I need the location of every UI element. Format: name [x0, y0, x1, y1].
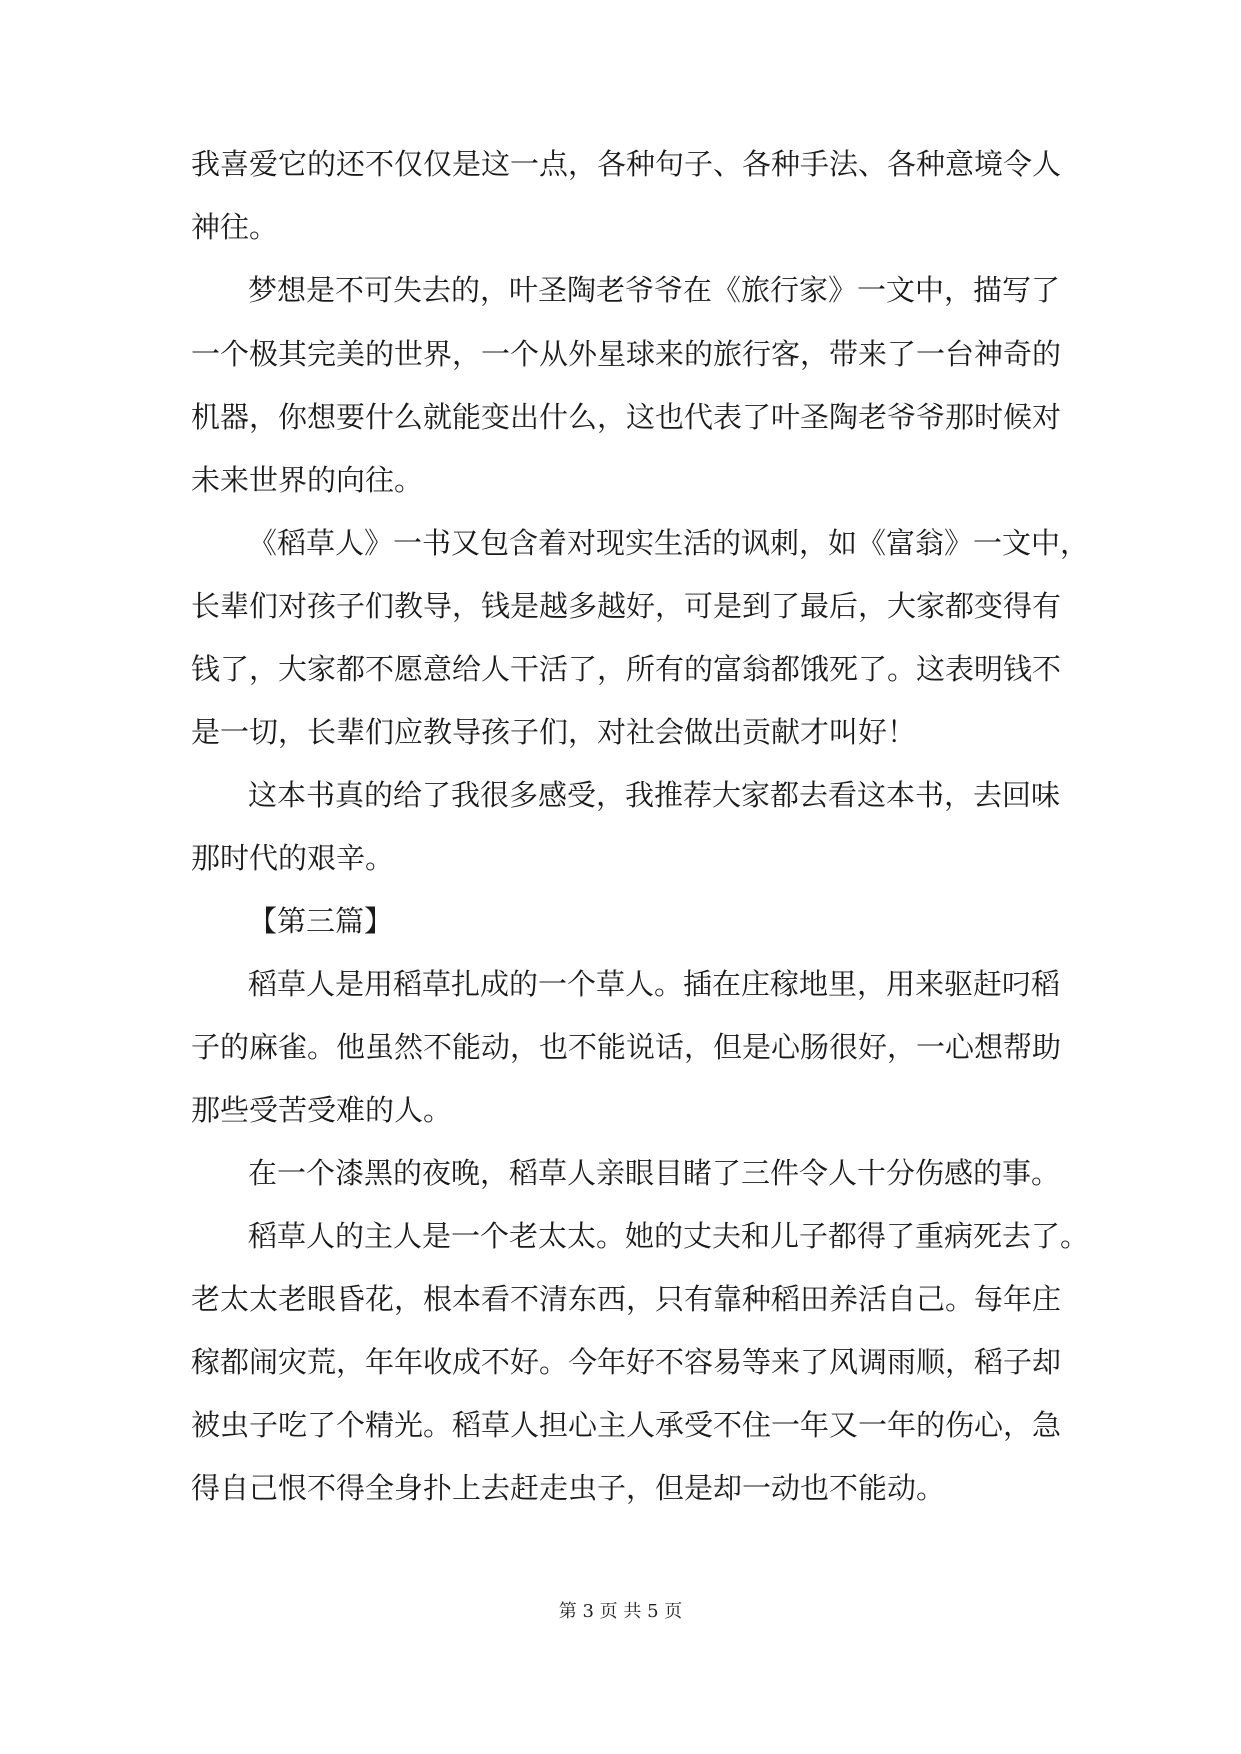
paragraph-start-line: 这本书真的给了我很多感受，我推荐大家都去看这本书，去回味 [248, 778, 1061, 812]
body-text-line: 一个极其完美的世界，一个从外星球来的旅行客，带来了一台神奇的 [191, 337, 1062, 371]
body-text-line: 子的麻雀。他虽然不能动，也不能说话，但是心肠很好，一心想帮助 [191, 1030, 1062, 1064]
body-text-line: 那些受苦受难的人。 [191, 1093, 453, 1127]
body-text-line: 老太太老眼昏花，根本看不清东西，只有靠种稻田养活自己。每年庄 [191, 1282, 1062, 1316]
paragraph-start-line: 《稻草人》一书又包含着对现实生活的讽刺，如《富翁》一文中， [248, 526, 1090, 560]
body-text-line: 我喜爱它的还不仅仅是这一点，各种句子、各种手法、各种意境令人 [191, 147, 1062, 181]
body-text-line: 未来世界的向往。 [191, 463, 424, 497]
paragraph-start-line: 稻草人是用稻草扎成的一个草人。插在庄稼地里，用来驱赶叼稻 [248, 967, 1061, 1001]
body-text-line: 是一切，长辈们应教导孩子们，对社会做出贡献才叫好！ [191, 715, 917, 749]
body-text-line: 机器，你想要什么就能变出什么，这也代表了叶圣陶老爷爷那时候对 [191, 400, 1062, 434]
body-text-line: 那时代的艰辛。 [191, 841, 395, 875]
paragraph-start-line: 梦想是不可失去的，叶圣陶老爷爷在《旅行家》一文中，描写了 [248, 273, 1061, 307]
body-text-line: 稼都闹灾荒，年年收成不好。今年好不容易等来了风调雨顺，稻子却 [191, 1345, 1062, 1379]
paragraph-start-line: 稻草人的主人是一个老太太。她的丈夫和儿子都得了重病死去了。 [248, 1219, 1090, 1253]
body-text-line: 神往。 [191, 210, 279, 244]
paragraph-start-line: 在一个漆黑的夜晚，稻草人亲眼目睹了三件令人十分伤感的事。 [248, 1156, 1061, 1190]
body-text-line: 钱了，大家都不愿意给人干活了，所有的富翁都饿死了。这表明钱不 [191, 652, 1062, 686]
body-text-line: 得自己恨不得全身扑上去赶走虫子，但是却一动也不能动。 [191, 1471, 946, 1505]
page-number-footer: 第 3 页 共 5 页 [558, 1601, 683, 1622]
body-text-line: 被虫子吃了个精光。稻草人担心主人承受不住一年又一年的伤心，急 [191, 1408, 1062, 1442]
section-heading: 【第三篇】 [248, 904, 394, 938]
body-text-line: 长辈们对孩子们教导，钱是越多越好，可是到了最后，大家都变得有 [191, 589, 1062, 623]
